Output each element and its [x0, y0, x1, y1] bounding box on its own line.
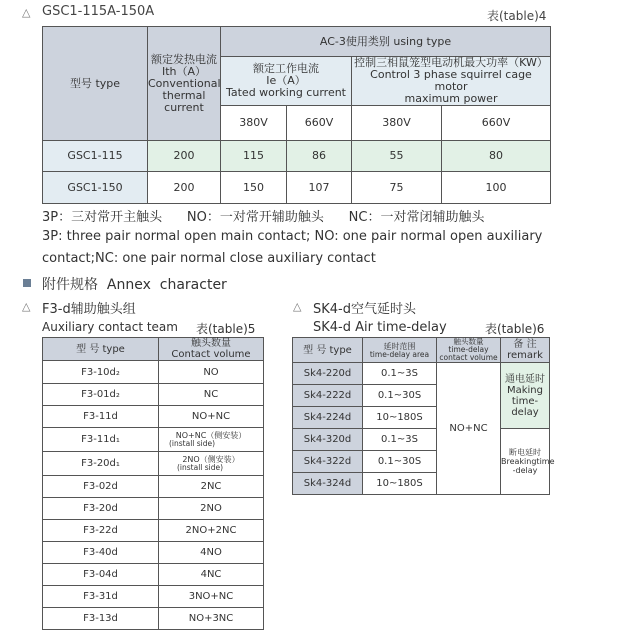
- volume-cell: 3NO+NC: [159, 586, 264, 608]
- volume-cell: 4NO: [159, 542, 264, 564]
- note-line-2: 3P: three pair normal open main contact; NO: one pair normal open auxiliary: [42, 229, 543, 244]
- header-volume-cn: 触头数量: [453, 337, 484, 346]
- ie660-cell: 107: [287, 172, 352, 204]
- header-volume-en2: contact volume: [439, 353, 498, 362]
- volume-cell: NO+3NC: [159, 608, 264, 630]
- type-cell: F3-01d₂: [43, 384, 159, 406]
- remark-breaking-cn: 断电延时: [509, 448, 541, 457]
- ie380-cell: 115: [221, 141, 287, 172]
- table6: [292, 337, 555, 495]
- table6-title: SK4-d空气延时头: [313, 302, 416, 317]
- header-range-cn: 延时范围: [383, 341, 416, 351]
- table4-title: GSC1-115A-150A: [42, 4, 155, 19]
- table-row: [43, 498, 264, 520]
- table6-label: 表(table)6: [485, 322, 545, 336]
- volume-note: (install side): [169, 439, 216, 448]
- table-row: [43, 172, 551, 204]
- remark-making-cn: 通电延时: [505, 373, 545, 385]
- header-ith: 额定发热电流 Ith（A） Conventional thermal current: [148, 27, 221, 141]
- triangle-icon: △: [22, 300, 31, 313]
- annex-title: 附件规格 Annex character: [42, 277, 227, 293]
- volume-cell: [159, 452, 264, 476]
- volume-cell: NC: [159, 384, 264, 406]
- square-bullet-icon: [23, 279, 31, 287]
- ie660-cell: 86: [287, 141, 352, 172]
- header-type: 型 号 type: [293, 338, 363, 363]
- ith-cell: 200: [148, 172, 221, 204]
- table5-subtitle: Auxiliary contact team: [42, 320, 178, 334]
- note-line-3: contact;NC: one pair normal close auxiliary contact: [42, 251, 376, 266]
- ie380-cell: 150: [221, 172, 287, 204]
- triangle-icon: △: [293, 300, 302, 313]
- type-cell: Sk4-320d: [293, 429, 363, 451]
- header-type: 型 号 type: [43, 338, 159, 361]
- volume-cell: 2NO: [159, 498, 264, 520]
- note-line-1: 3P：三对常开主触头 NO：一对常开辅助触头 NC：一对常闭辅助触头: [42, 210, 485, 225]
- header-ac3: AC-3使用类别 using type: [221, 27, 551, 57]
- voltage-cell: 660V: [442, 106, 551, 141]
- type-cell: F3-40d: [43, 542, 159, 564]
- volume-cell: 4NC: [159, 564, 264, 586]
- type-cell: F3-22d: [43, 520, 159, 542]
- table5-label: 表(table)5: [196, 322, 256, 336]
- kw660-cell: 100: [442, 172, 551, 204]
- volume-cell: NO+NC: [159, 406, 264, 428]
- table-row: [43, 141, 551, 172]
- volume-cell: 2NC: [159, 476, 264, 498]
- table-row: [43, 452, 264, 476]
- remark-breaking-cell: [501, 429, 555, 495]
- table-row: [293, 363, 550, 385]
- type-cell: Sk4-224d: [293, 407, 363, 429]
- table-row: [43, 564, 264, 586]
- type-cell: F3-13d: [43, 608, 159, 630]
- table-row: [43, 428, 264, 452]
- table-row: [43, 361, 264, 384]
- table-row: [43, 476, 264, 498]
- range-cell: 10~180S: [363, 473, 437, 495]
- header-volume-en: Contact volume: [171, 349, 251, 360]
- volume-cell: NO: [159, 361, 264, 384]
- range-cell: 0.1~3S: [363, 429, 437, 451]
- table5: [42, 337, 264, 630]
- volume-note: (install side): [177, 463, 224, 472]
- header-kw: 控制三相鼠笼型电动机最大功率（KW） Control 3 phase squirrel cage motor maximum power: [352, 57, 551, 106]
- table6-subtitle: SK4-d Air time-delay: [313, 320, 447, 335]
- type-cell: F3-04d: [43, 564, 159, 586]
- triangle-icon: △: [22, 6, 31, 19]
- remark-breaking-en: Breakingtime -delay: [501, 457, 555, 475]
- range-cell: 10~180S: [363, 407, 437, 429]
- range-cell: 0.1~3S: [363, 363, 437, 385]
- header-volume-en1: time-delay: [448, 345, 489, 354]
- type-cell: Sk4-222d: [293, 385, 363, 407]
- voltage-cell: 660V: [287, 106, 352, 141]
- table4: [42, 26, 551, 204]
- remark-making-cell: [501, 363, 550, 429]
- type-cell: GSC1-115: [43, 141, 148, 172]
- header-range: [363, 338, 437, 363]
- type-cell: F3-11d: [43, 406, 159, 428]
- type-cell: Sk4-220d: [293, 363, 363, 385]
- table-row: [43, 520, 264, 542]
- type-cell: Sk4-324d: [293, 473, 363, 495]
- header-volume-cn: 触头数量: [191, 338, 231, 349]
- table-row: [293, 429, 550, 451]
- kw380-cell: 75: [352, 172, 442, 204]
- type-cell: F3-10d₂: [43, 361, 159, 384]
- type-cell: Sk4-322d: [293, 451, 363, 473]
- volume-text: 2NO（侧安装）: [182, 455, 240, 464]
- volume-text: NO+NC（侧安装）: [175, 431, 247, 440]
- header-type: 型号 type: [43, 27, 148, 141]
- type-cell: F3-11d₁: [43, 428, 159, 452]
- type-cell: F3-20d: [43, 498, 159, 520]
- volume-cell: [159, 428, 264, 452]
- header-remark: [501, 338, 550, 363]
- table-row: [43, 542, 264, 564]
- range-cell: 0.1~30S: [363, 385, 437, 407]
- ith-cell: 200: [148, 141, 221, 172]
- header-volume: [159, 338, 264, 361]
- range-cell: 0.1~30S: [363, 451, 437, 473]
- type-cell: F3-20d₁: [43, 452, 159, 476]
- remark-making-en: Making time-delay: [506, 384, 543, 418]
- voltage-cell: 380V: [221, 106, 287, 141]
- type-cell: F3-02d: [43, 476, 159, 498]
- header-ie: 额定工作电流 Ie（A） Tated working current: [221, 57, 352, 106]
- header-volume: [437, 338, 501, 363]
- table5-title: F3-d辅助触头组: [42, 302, 136, 317]
- volume-cell: NO+NC: [437, 363, 501, 495]
- kw380-cell: 55: [352, 141, 442, 172]
- volume-cell: 2NO+2NC: [159, 520, 264, 542]
- type-cell: F3-31d: [43, 586, 159, 608]
- header-remark-en: remark: [507, 350, 543, 361]
- type-cell: GSC1-150: [43, 172, 148, 204]
- header-remark-cn: 备 注: [513, 339, 537, 350]
- table-row: [43, 384, 264, 406]
- header-range-en: time-delay area: [369, 349, 430, 359]
- table-row: [43, 586, 264, 608]
- table-row: [43, 406, 264, 428]
- voltage-cell: 380V: [352, 106, 442, 141]
- table4-label: 表(table)4: [487, 9, 547, 23]
- kw660-cell: 80: [442, 141, 551, 172]
